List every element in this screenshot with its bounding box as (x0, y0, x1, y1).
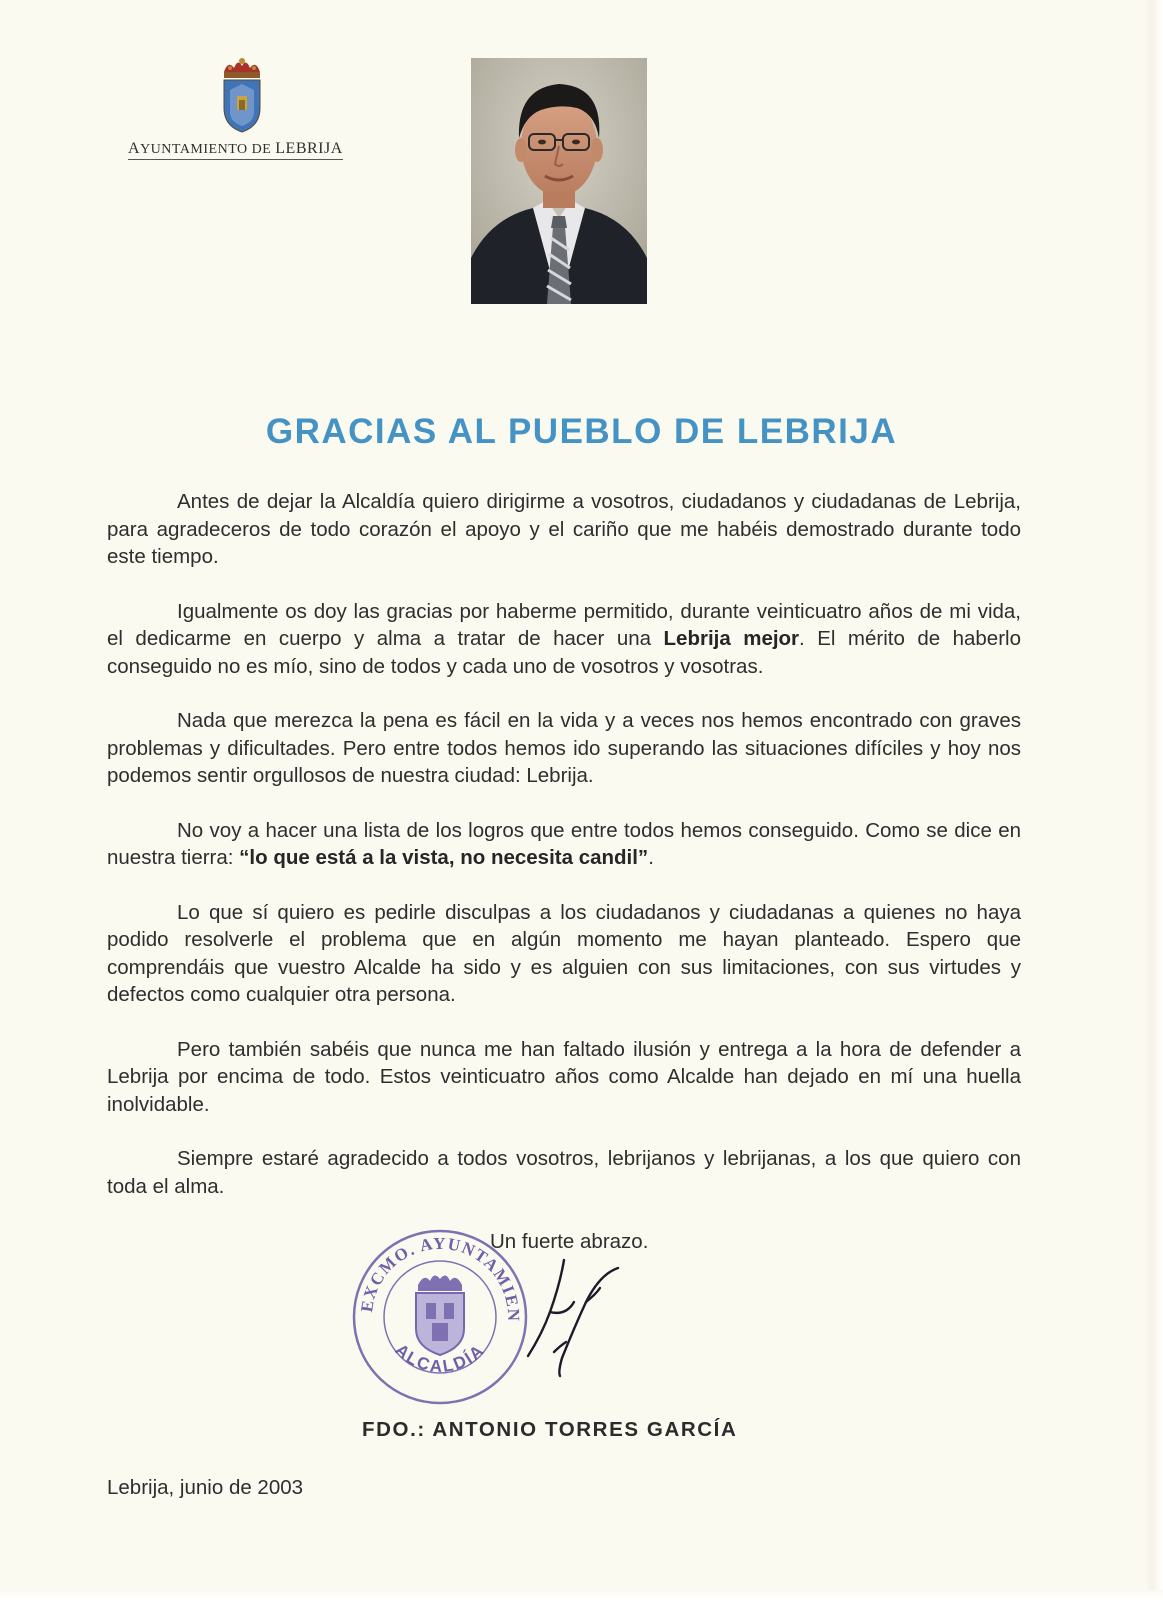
place-date: Lebrija, junio de 2003 (107, 1476, 304, 1499)
letter-title: GRACIAS AL PUEBLO DE LEBRIJA (265, 412, 898, 451)
paragraph-7: Siempre estaré agradecido a todos vosotros, lebrijanos y lebrijanas, a los que quiero con toda el alma. (107, 1147, 1021, 1198)
closing-phrase: Un fuerte abrazo. (490, 1230, 649, 1253)
org-name: AYUNTAMIENTO DE LEBRIJA (128, 140, 343, 160)
stamp-bottom-text: ALCALDÍA (391, 1340, 489, 1377)
emphasis-lebrija-mejor: Lebrija mejor (663, 627, 800, 650)
paragraph-1: Antes de dejar la Alcaldía quiero dirigirme a vosotros, ciudadanos y ciudadanas de Lebrija, para agradeceros de todo corazón el apoyo y el cariño que me habéis demostrado durante todo este tiempo. (107, 490, 1021, 568)
stamp-ring-text: EXCMO. AYUNTAMIEN (357, 1233, 524, 1323)
paragraph-3: Nada que merezca la pena es fácil en la vida y a veces nos hemos encontrado con graves problemas y dificultades. Pero entre todos hemos ido superando las situaciones difíciles y hoy nos podemos sentir orgullosos de nuestra ciudad: Lebrija. (107, 709, 1021, 787)
paragraph-6: Pero también sabéis que nunca me han faltado ilusión y entrega a la hora de defender a Lebrija por encima de todo. Estos veinticuatro años como Alcalde han dejado en mí una huella inolvidable. (107, 1037, 1021, 1116)
emphasis-quote: “lo que está a la vista, no necesita candil” (239, 846, 649, 869)
letter-body (107, 488, 1021, 1227)
handwritten-signature (520, 1254, 630, 1380)
mayor-portrait-photo (471, 58, 647, 304)
paragraph-5: Lo que sí quiero es pedirle disculpas a los ciudadanos y ciudadanas a quienes no haya podido resolverle el problema que en algún momento me hayan planteado. Espero que comprendáis que vuestro Alcalde ha sido y es alguien con sus limitaciones, con sus virtudes y defectos como cualquier otra persona. (107, 900, 1021, 1006)
paragraph-2: Igualmente os doy las gracias por haberme permitido, durante veinticuatro años de mi vida, el dedicarme en cuerpo y alma a tratar de hacer una Lebrija mejor. El mérito de haberlo conseguido no es mío, sino de todos y cada uno de vosotros y vosotras. (107, 599, 1021, 678)
scan-edge-bottom (0, 1590, 1163, 1600)
paragraph-4: No voy a hacer una lista de los logros que entre todos hemos conseguido. Como se dice en nuestra tierra: “lo que está a la vista, no necesita candil”. (107, 818, 1021, 869)
scan-edge-right (1145, 0, 1163, 1600)
signer-name: FDO.: ANTONIO TORRES GARCÍA (362, 1418, 738, 1441)
coat-of-arms-icon (218, 56, 266, 134)
